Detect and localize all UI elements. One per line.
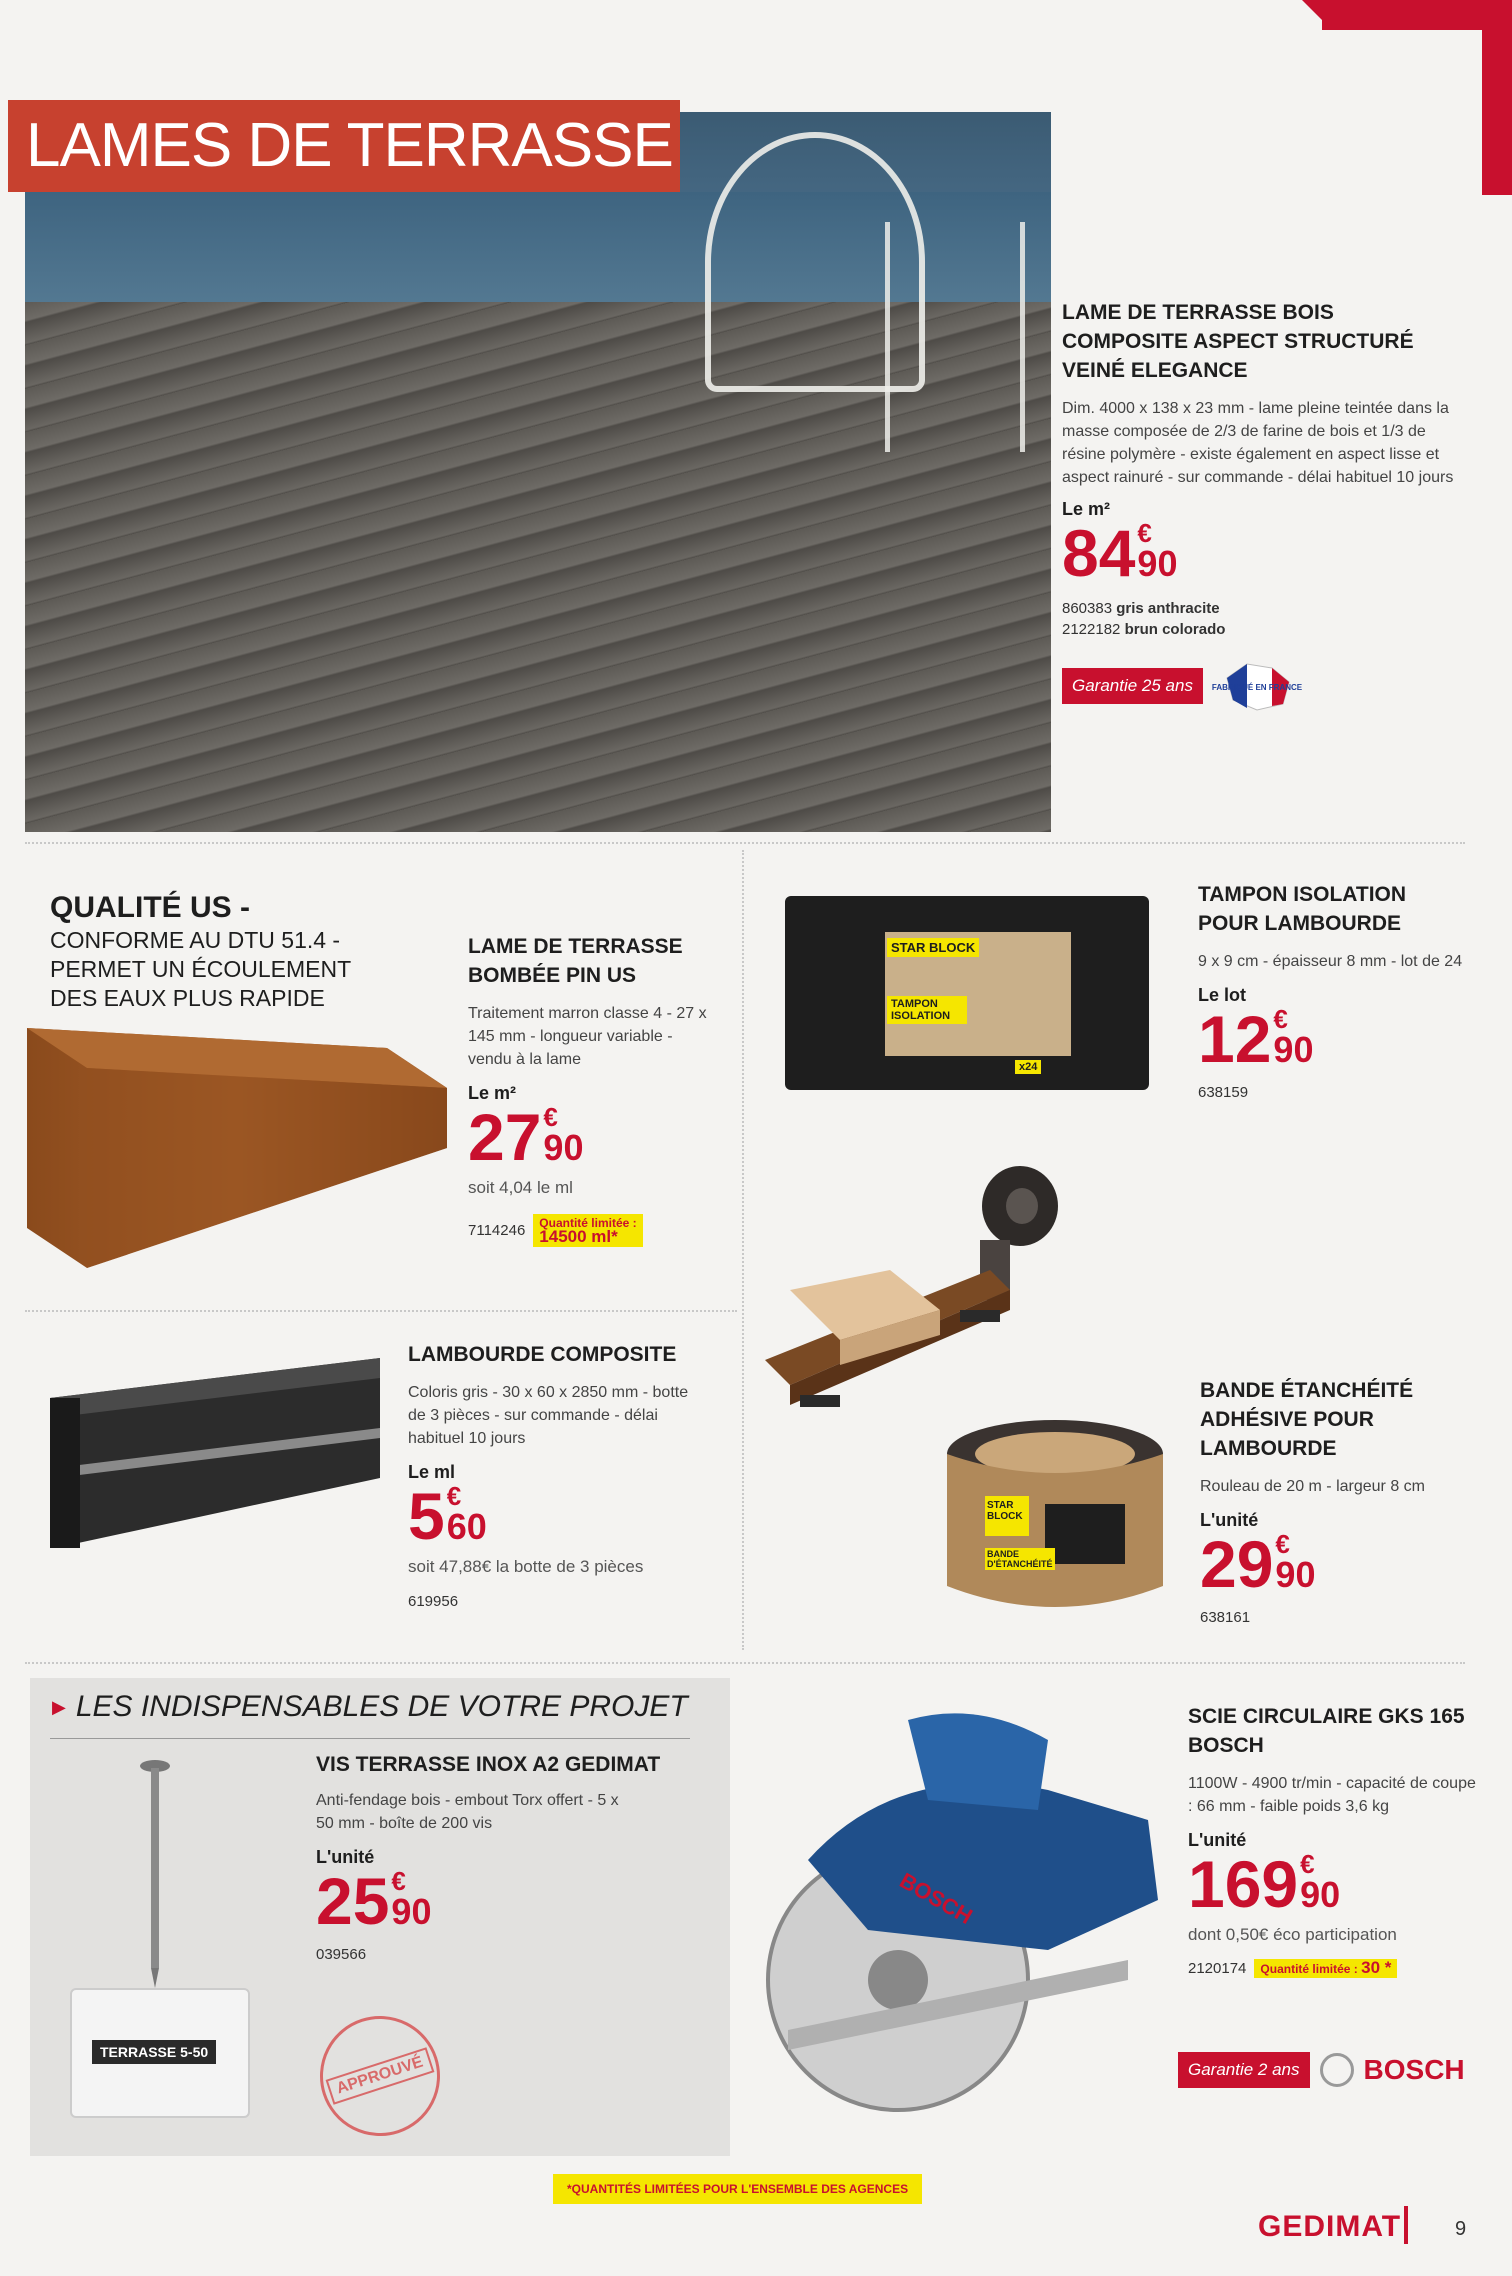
footnote: *QUANTITÉS LIMITÉES POUR L'ENSEMBLE DES AGENCES: [553, 2174, 922, 2204]
price: 169 € 90: [1188, 1847, 1341, 1921]
bosch-brand: BOSCH: [1363, 2054, 1465, 2085]
separator: [25, 1310, 737, 1312]
product-title: VIS TERRASSE INOX A2 GEDIMAT: [316, 1753, 661, 1776]
price-alt: soit 4,04 le ml: [468, 1178, 573, 1197]
product-title: LAME DE TERRASSE BOMBÉE PIN US: [468, 935, 683, 987]
svg-text:FABRIQUÉ EN FRANCE: FABRIQUÉ EN FRANCE: [1211, 683, 1303, 692]
product-description: Traitement marron classe 4 - 27 x 145 mm - longueur variable - vendu à la lame: [468, 1005, 707, 1068]
quality-block: [50, 890, 390, 1013]
saw-product: [1188, 1702, 1478, 1978]
bosch-logo-icon: [1320, 2053, 1354, 2087]
bande-roll-image: STAR BLOCK BANDE D'ÉTANCHÉITÉ: [945, 1418, 1165, 1618]
price-alt: soit 47,88€ la botte de 3 pièces: [408, 1557, 644, 1576]
logo-divider: [1404, 2206, 1408, 2244]
separator: [25, 1662, 1465, 1664]
reference-line: 860383 gris anthracite: [1062, 600, 1220, 617]
price: 84 € 90: [1062, 516, 1178, 590]
side-table-image: [885, 222, 1025, 452]
indispensables-box: [30, 1678, 730, 2156]
price-unit: L'unité: [1188, 1830, 1247, 1850]
price-alt: dont 0,50€ éco participation: [1188, 1925, 1397, 1944]
screw-image: [140, 1758, 170, 1988]
guarantee-badge: Garantie 25 ans: [1062, 668, 1203, 704]
separator: [742, 850, 744, 1650]
gedimat-logo: GEDIMAT: [1258, 2210, 1402, 2243]
arrow-icon: ▶: [52, 1696, 66, 1717]
lambourde-product: [408, 1340, 728, 1610]
reference-code: 638159: [1198, 1084, 1249, 1101]
product-description: Dim. 4000 x 138 x 23 mm - lame pleine teintée dans la masse composée de 2/3 de farine de bois et 1/3 de résine polymère - existe également en aspect lisse et aspect rainuré - sur commande - délai habituel 10 jours: [1062, 400, 1454, 486]
product-description: Anti-fendage bois - embout Torx offert - 5 x 50 mm - boîte de 200 vis: [316, 1792, 619, 1832]
product-description: Rouleau de 20 m - largeur 8 cm: [1200, 1478, 1425, 1495]
price-unit: Le lot: [1198, 985, 1246, 1005]
pin-plank-image: [27, 1028, 447, 1268]
quality-subtitle: CONFORME AU DTU 51.4 - PERMET UN ÉCOULEMENT DES EAUX PLUS RAPIDE: [50, 927, 351, 1011]
lambourde-assembly-image: [760, 1160, 1070, 1430]
price: 25 € 90: [316, 1864, 432, 1938]
product-title: LAME DE TERRASSE BOIS COMPOSITE ASPECT STRUCTURÉ VEINÉ ELEGANCE: [1062, 301, 1414, 382]
reference-code: 2120174: [1188, 1960, 1247, 1977]
price-unit: Le m²: [468, 1083, 517, 1103]
hero-terrace-photo: [25, 112, 1051, 832]
price-unit: L'unité: [1200, 1510, 1259, 1530]
product-title: LAMBOURDE COMPOSITE: [408, 1343, 677, 1366]
circular-saw-image: [748, 1700, 1168, 2120]
bande-product: [1200, 1376, 1470, 1626]
reference-line: 2122182 brun colorado: [1062, 621, 1226, 638]
product-title: TAMPON ISOLATION POUR LAMBOURDE: [1198, 883, 1407, 935]
price-unit: L'unité: [316, 1847, 375, 1867]
tampon-product: [1198, 880, 1468, 1101]
price: 29 € 90: [1200, 1527, 1316, 1601]
limited-quantity-tag: Quantité limitée : 14500 ml*: [533, 1214, 642, 1247]
composite-product: [1062, 298, 1462, 714]
section-banner: LAMES DE TERRASSE: [8, 100, 680, 192]
price-unit: Le ml: [408, 1462, 456, 1482]
product-description: 1100W - 4900 tr/min - capacité de coupe : 66 mm - faible poids 3,6 kg: [1188, 1775, 1476, 1815]
made-in-france-badge: [1211, 658, 1303, 714]
lambourde-composite-image: [50, 1358, 380, 1558]
price: 5 € 60: [408, 1479, 487, 1553]
reference-code: 638161: [1200, 1609, 1251, 1626]
screw-box-image: TERRASSE 5-50: [70, 1988, 250, 2118]
saw-badges: [1178, 2052, 1465, 2088]
reference-code: 039566: [316, 1946, 367, 1963]
product-title: BANDE ÉTANCHÉITÉ ADHÉSIVE POUR LAMBOURDE: [1200, 1379, 1414, 1460]
separator: [25, 842, 1465, 844]
approved-stamp: APPROUVÉ: [304, 2000, 455, 2151]
product-description: 9 x 9 cm - épaisseur 8 mm - lot de 24: [1198, 953, 1463, 970]
quality-title: QUALITÉ US -: [50, 891, 250, 924]
indispensables-heading: LES INDISPENSABLES DE VOTRE PROJET: [75, 1690, 688, 1723]
limited-quantity-tag: Quantité limitée : 30 *: [1254, 1959, 1397, 1978]
price: 12 € 90: [1198, 1002, 1314, 1076]
product-title: SCIE CIRCULAIRE GKS 165 BOSCH: [1188, 1705, 1465, 1757]
reference-code: 619956: [408, 1593, 459, 1610]
product-description: Coloris gris - 30 x 60 x 2850 mm - botte de 3 pièces - sur commande - délai habituel 10 jours: [408, 1384, 689, 1447]
reference-code: 7114246: [468, 1222, 526, 1239]
guarantee-badge: Garantie 2 ans: [1178, 2052, 1310, 2088]
page-number: 9: [1455, 2218, 1467, 2240]
svg-text:BOSCH: BOSCH: [895, 1867, 977, 1930]
tampon-box-image: STAR BLOCK TAMPON ISOLATION x24: [785, 896, 1149, 1090]
price-unit: Le m²: [1062, 499, 1111, 519]
pin-product: [468, 932, 708, 1247]
price: 27 € 90: [468, 1100, 584, 1174]
corner-decoration: [1302, 0, 1512, 195]
